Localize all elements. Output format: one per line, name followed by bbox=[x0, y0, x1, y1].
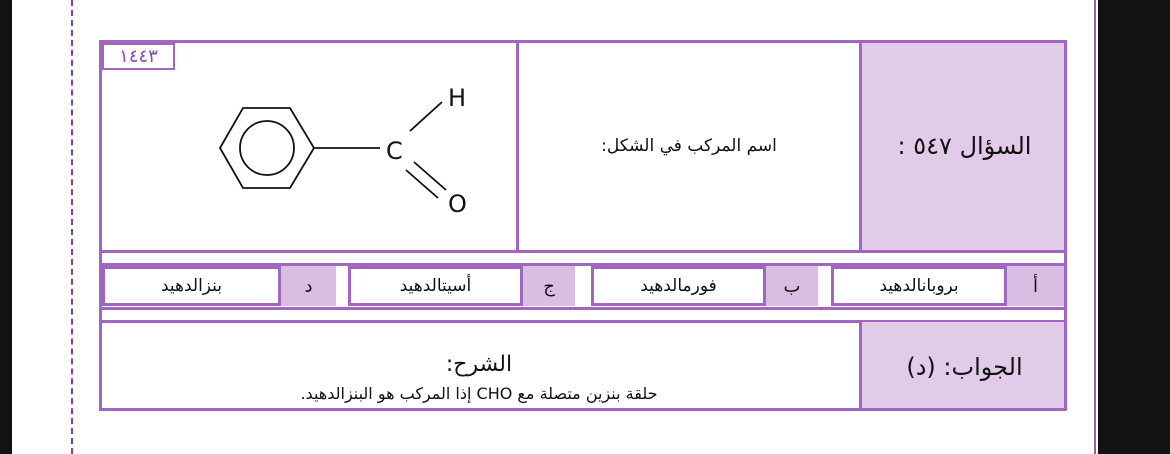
option-a-text[interactable]: بروبانالدهيد bbox=[831, 266, 1007, 306]
dark-edge-left bbox=[0, 0, 12, 454]
option-c-text[interactable]: أسيتالدهيد bbox=[348, 266, 523, 306]
year-tag: ١٤٤٣ bbox=[102, 43, 175, 70]
atom-oxygen: O bbox=[448, 190, 467, 218]
question-frame bbox=[99, 40, 1067, 411]
dashed-margin-line bbox=[71, 0, 73, 454]
option-c-letter[interactable]: ج bbox=[523, 266, 575, 306]
explanation-text: حلقة بنزين متصلة مع CHO إذا المركب هو البنزالدهيد. bbox=[300, 384, 658, 403]
option-b-text[interactable]: فورمالدهيد bbox=[591, 266, 766, 306]
option-b-letter[interactable]: ب bbox=[766, 266, 818, 306]
right-margin-line bbox=[1094, 0, 1096, 454]
question-label: السؤال ٥٤٧ : bbox=[859, 40, 1067, 252]
explanation-title: الشرح: bbox=[445, 352, 513, 377]
dark-edge-right bbox=[1098, 0, 1170, 454]
option-d-letter[interactable]: د bbox=[281, 266, 336, 306]
atom-carbon: C bbox=[386, 137, 403, 165]
answer-label: الجواب: (د) bbox=[859, 322, 1067, 411]
option-a-letter[interactable]: أ bbox=[1007, 266, 1064, 306]
atom-hydrogen: H bbox=[448, 84, 467, 112]
option-d-text[interactable]: بنزالدهيد bbox=[102, 266, 281, 306]
question-text: اسم المركب في الشكل: bbox=[516, 40, 859, 252]
